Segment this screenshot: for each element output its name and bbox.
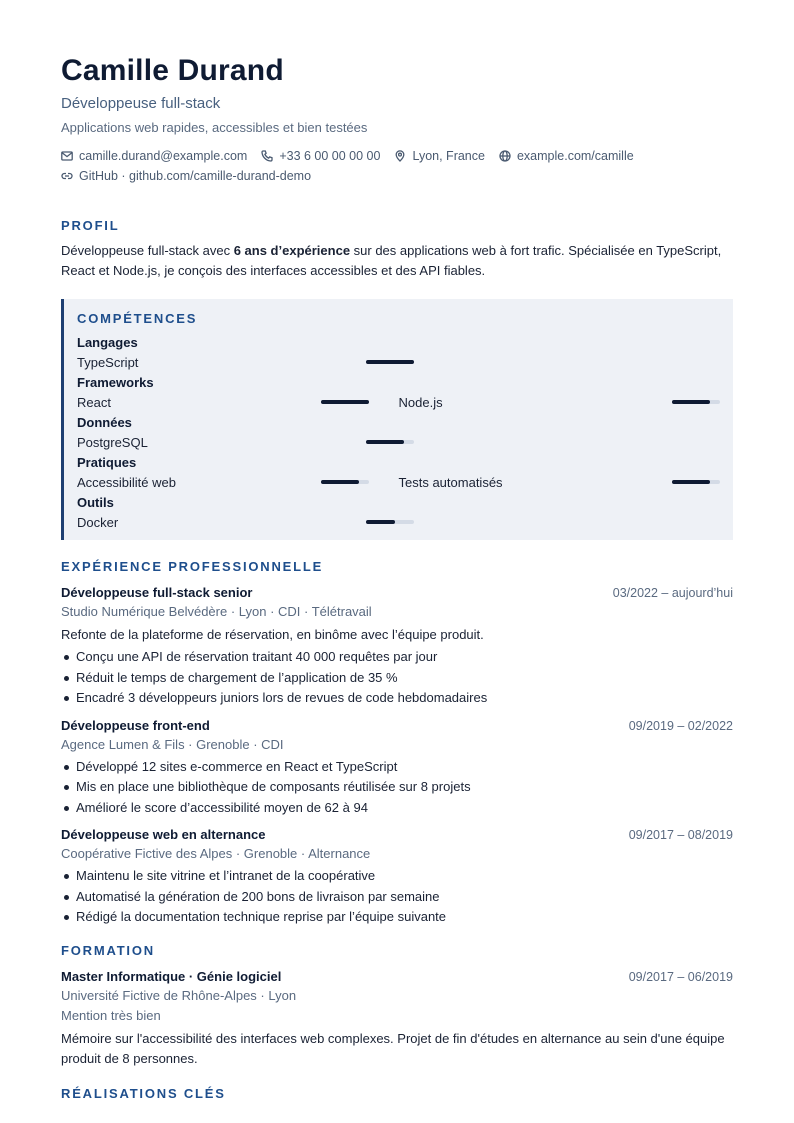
skills-heading: COMPÉTENCES xyxy=(77,311,198,326)
skill-item xyxy=(77,395,399,410)
skill-category: Pratiques xyxy=(77,455,137,470)
skills-section xyxy=(61,299,733,540)
skill-level-fill xyxy=(672,400,710,404)
phone-icon xyxy=(261,150,273,162)
skill-name: Node.js xyxy=(398,394,443,410)
skill-name: TypeScript xyxy=(77,354,139,370)
job-description: Refonte de la plateforme de réservation, en binôme avec l’équipe produit. xyxy=(61,627,484,642)
education-header xyxy=(61,968,733,986)
contact-row-2 xyxy=(61,166,733,186)
degree-title: Master Informatique · Génie logiciel xyxy=(61,968,282,984)
skill-row xyxy=(77,432,720,452)
profile-heading: PROFIL xyxy=(61,218,120,233)
achievement-item: Rédigé la documentation technique reprise par l’équipe suivante xyxy=(76,907,733,928)
mail-icon xyxy=(61,150,73,162)
skill-category: Données xyxy=(77,415,132,430)
job-achievements xyxy=(61,757,733,819)
skill-level-bar xyxy=(321,480,369,484)
education-description: Mémoire sur l'accessibilité des interfaces web complexes. Projet de fin d'études en alternance au sein d'une équipe produit de 8 personnes. xyxy=(61,1030,725,1066)
contact-row-1 xyxy=(61,146,733,166)
experience-heading: EXPÉRIENCE PROFESSIONNELLE xyxy=(61,559,324,574)
skill-item xyxy=(77,515,414,530)
skill-row xyxy=(77,472,720,492)
skill-name: Tests automatisés xyxy=(398,474,503,490)
job-entry xyxy=(61,584,733,709)
job-date: 09/2019 – 02/2022 xyxy=(628,718,733,733)
skill-category: Frameworks xyxy=(77,375,154,390)
profile-summary xyxy=(61,241,733,281)
skill-name: Docker xyxy=(77,514,119,530)
skill-item xyxy=(77,435,414,450)
achievement-item: Automatisé la génération de 200 bons de livraison par semaine xyxy=(76,887,733,908)
skill-name: PostgreSQL xyxy=(77,434,148,450)
job-entry xyxy=(61,717,733,819)
education-heading: FORMATION xyxy=(61,942,155,958)
skill-item xyxy=(399,475,721,490)
achievement-item: Réduit le temps de chargement de l’application de 35 % xyxy=(76,668,733,689)
education-date: 09/2017 – 06/2019 xyxy=(628,969,733,984)
skill-item xyxy=(399,395,721,410)
contact-github[interactable] xyxy=(61,166,311,186)
job-date: 09/2017 – 08/2019 xyxy=(628,828,733,842)
experience-section xyxy=(61,558,733,928)
job-title: Développeuse full-stack senior xyxy=(61,585,253,600)
job-company: Agence Lumen & Fils · Grenoble · CDI xyxy=(61,736,284,752)
skill-level-fill xyxy=(366,360,414,364)
contact-location xyxy=(394,146,485,166)
skill-category: Langages xyxy=(77,335,138,350)
job-title: Développeuse front-end xyxy=(61,717,210,733)
achievement-item: Mis en place une bibliothèque de composants réutilisée sur 8 projets xyxy=(76,777,733,798)
contact-info xyxy=(61,146,733,186)
profile-text-highlight: 6 ans d’expérience xyxy=(233,243,351,258)
skill-level-bar xyxy=(672,480,720,484)
job-company: Coopérative Fictive des Alpes · Grenoble · Alternance xyxy=(61,846,371,861)
skill-level-fill xyxy=(366,520,395,524)
achievement-item: Maintenu le site vitrine et l’intranet de la coopérative xyxy=(76,866,733,887)
github-text: GitHub · github.com/camille-durand-demo xyxy=(79,169,312,183)
education-section xyxy=(61,942,733,1069)
skill-name: React xyxy=(77,394,111,410)
link-icon xyxy=(61,170,73,182)
location-text: Lyon, France xyxy=(412,149,485,163)
skill-name: Accessibilité web xyxy=(77,474,176,490)
degree-mention: Mention très bien xyxy=(61,1007,161,1023)
resume-content xyxy=(61,52,733,1103)
headline: Développeuse full-stack xyxy=(61,95,221,112)
job-company: Studio Numérique Belvédère · Lyon · CDI · Télétravail xyxy=(61,604,372,619)
profile-text-end: sur des applications web à fort trafic. Spécialisée en TypeScript, React et Node.js, je conçois des interfaces accessibles et des API fiables. xyxy=(61,243,722,278)
email-text: camille.durand@example.com xyxy=(79,149,248,163)
contact-email[interactable] xyxy=(61,146,247,166)
skill-level-fill xyxy=(672,480,710,484)
contact-phone[interactable] xyxy=(261,146,380,166)
skill-row xyxy=(77,392,720,412)
job-title: Développeuse web en alternance xyxy=(61,827,266,842)
skill-level-bar xyxy=(672,400,720,404)
job-header xyxy=(61,826,733,844)
skill-item xyxy=(77,475,399,490)
job-date: 03/2022 – aujourd’hui xyxy=(612,586,733,600)
skill-level-bar xyxy=(366,520,414,524)
location-icon xyxy=(394,150,406,162)
candidate-name: Camille Durand xyxy=(61,54,284,87)
achievements-heading: RÉALISATIONS CLÉS xyxy=(61,1085,226,1101)
contact-website[interactable] xyxy=(499,146,634,166)
skill-level-bar xyxy=(366,360,414,364)
profile-text-start: Développeuse full-stack avec xyxy=(61,243,234,258)
skill-level-bar xyxy=(366,440,414,444)
skill-level-fill xyxy=(321,400,369,404)
tagline: Applications web rapides, accessibles et bien testées xyxy=(61,120,368,135)
achievement-item: Développé 12 sites e-commerce en React et TypeScript xyxy=(76,757,733,778)
phone-text: +33 6 00 00 00 00 xyxy=(279,149,381,163)
skill-item xyxy=(77,355,414,370)
skill-row xyxy=(77,352,720,372)
globe-icon xyxy=(499,150,511,162)
job-achievements xyxy=(61,866,733,928)
skill-level-fill xyxy=(366,440,404,444)
job-entry xyxy=(61,826,733,928)
skill-level-bar xyxy=(321,400,369,404)
profile-section xyxy=(61,217,733,281)
skill-category: Outils xyxy=(77,495,114,510)
education-entry xyxy=(61,968,733,1069)
school-name: Université Fictive de Rhône-Alpes · Lyon xyxy=(61,987,297,1003)
job-header xyxy=(61,584,733,602)
job-achievements xyxy=(61,647,733,709)
achievement-item: Encadré 3 développeurs juniors lors de revues de code hebdomadaires xyxy=(76,688,733,709)
achievements-section xyxy=(61,1085,733,1103)
achievement-item: Conçu une API de réservation traitant 40 000 requêtes par jour xyxy=(76,647,733,668)
job-header xyxy=(61,717,733,735)
skill-row xyxy=(77,512,720,532)
website-text: example.com/camille xyxy=(516,149,634,163)
achievement-item: Amélioré le score d’accessibilité moyen de 62 à 94 xyxy=(76,798,733,819)
skill-level-fill xyxy=(321,480,359,484)
